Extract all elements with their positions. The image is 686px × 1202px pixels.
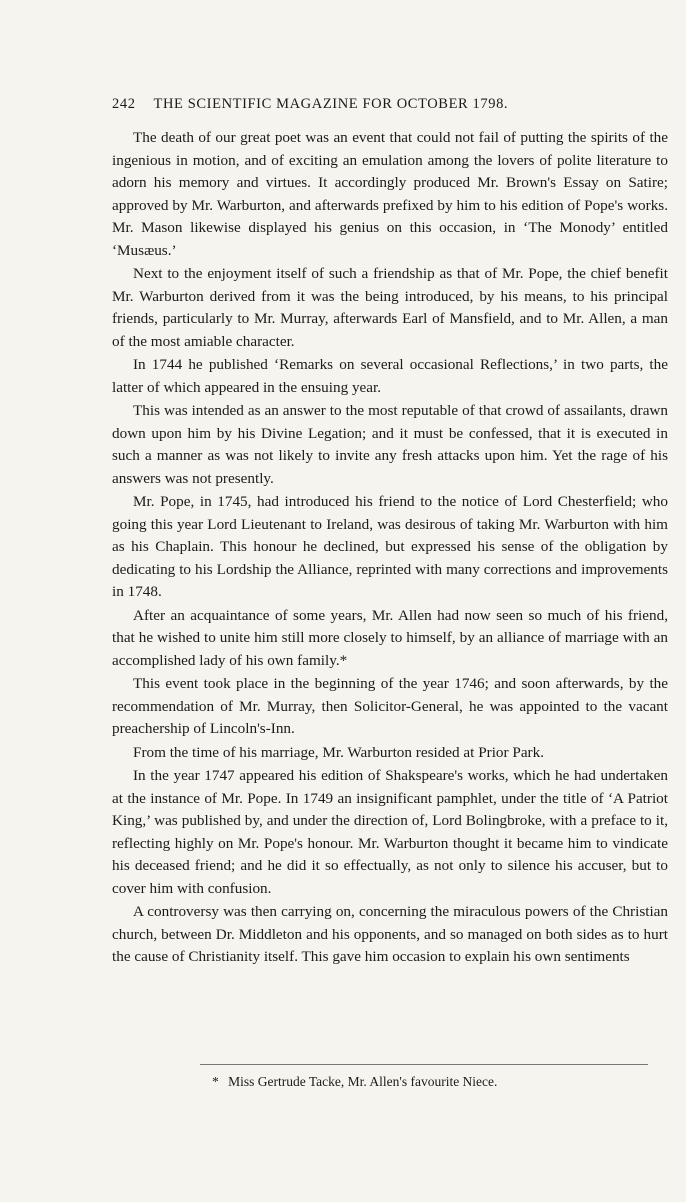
paragraph-2: Next to the enjoyment itself of such a friendship as that of Mr. Pope, the chief benefit Mr. Warburton derived from it was the being introduced, by his means, to his principal friends, particularly to Mr. Murray, afterwards Earl of Mansfield, and to Mr. Allen, a man of the most amiable character. (112, 265, 668, 350)
running-header (112, 96, 672, 113)
paragraph-10: A controversy was then carrying on, concerning the miraculous powers of the Christian church, between Dr. Middleton and his opponents, and so managed on both sides as to hurt the cause of Christianity itself. This gave him occasion to explain his own sentiments (112, 903, 668, 965)
footnote-divider (200, 1064, 648, 1065)
paragraph-1: The death of our great poet was an event that could not fail of putting the spirits of the ingenious in motion, and of exciting an emulation among the lovers of polite literature to adorn his memory and virtues. It accordingly produced Mr. Brown's Essay on Satire; approved by Mr. Warburton, and afterwards prefixed by him to his edition of Pope's works. Mr. Mason likewise displayed his genius on this occasion, in ‘The Monody’ entitled ‘Musæus.’ (112, 129, 668, 259)
paragraph-5: Mr. Pope, in 1745, had introduced his friend to the notice of Lord Chesterfield; who going this year Lord Lieutenant to Ireland, was desirous of taking Mr. Warburton with him as his Chaplain. This honour he declined, but expressed his sense of the obligation by dedicating to his Lordship the Alliance, reprinted with many corrections and improvements in 1748. (112, 493, 668, 600)
paragraph-9: In the year 1747 appeared his edition of Shakspeare's works, which he had undertaken at the instance of Mr. Pope. In 1749 an insignificant pamphlet, under the title of ‘A Patriot King,’ was published by, and under the direction of, Lord Bolingbroke, with a preface to it, reflecting highly on Mr. Pope's honour. Mr. Warburton thought it became him to vindicate his deceased friend; and he did it so effectually, as not only to silence his accuser, but to cover him with confusion. (112, 767, 668, 897)
paragraph-3: In 1744 he published ‘Remarks on several occasional Reflections,’ in two parts, the latter of which appeared in the ensuing year. (112, 356, 668, 396)
paragraph-6: After an acquaintance of some years, Mr. Allen had now seen so much of his friend, that he wished to unite him still more closely to himself, by an alliance of marriage with an accomplished lady of his own family.* (112, 606, 668, 669)
footnote-marker: * (212, 1074, 219, 1089)
paragraph-7: This event took place in the beginning of the year 1746; and soon afterwards, by the recommendation of Mr. Murray, then Solicitor-General, he was appointed to the vacant preachership of Lincoln's-Inn. (112, 675, 668, 737)
footnote-text: Miss Gertrude Tacke, Mr. Allen's favourite Niece. (228, 1074, 498, 1089)
body-text (112, 127, 668, 969)
footnote (212, 1074, 497, 1090)
running-title: THE SCIENTIFIC MAGAZINE FOR OCTOBER 1798. (153, 96, 509, 112)
paragraph-4: This was intended as an answer to the most reputable of that crowd of assailants, drawn down upon him by his Divine Legation; and it must be confessed, that it is executed in such a manner as was not likely to invite any fresh attacks upon him. Yet the rage of his answers was not presently. (112, 402, 668, 487)
paragraph-8: From the time of his marriage, Mr. Warburton resided at Prior Park. (133, 743, 545, 761)
page-number: 242 (112, 96, 136, 112)
